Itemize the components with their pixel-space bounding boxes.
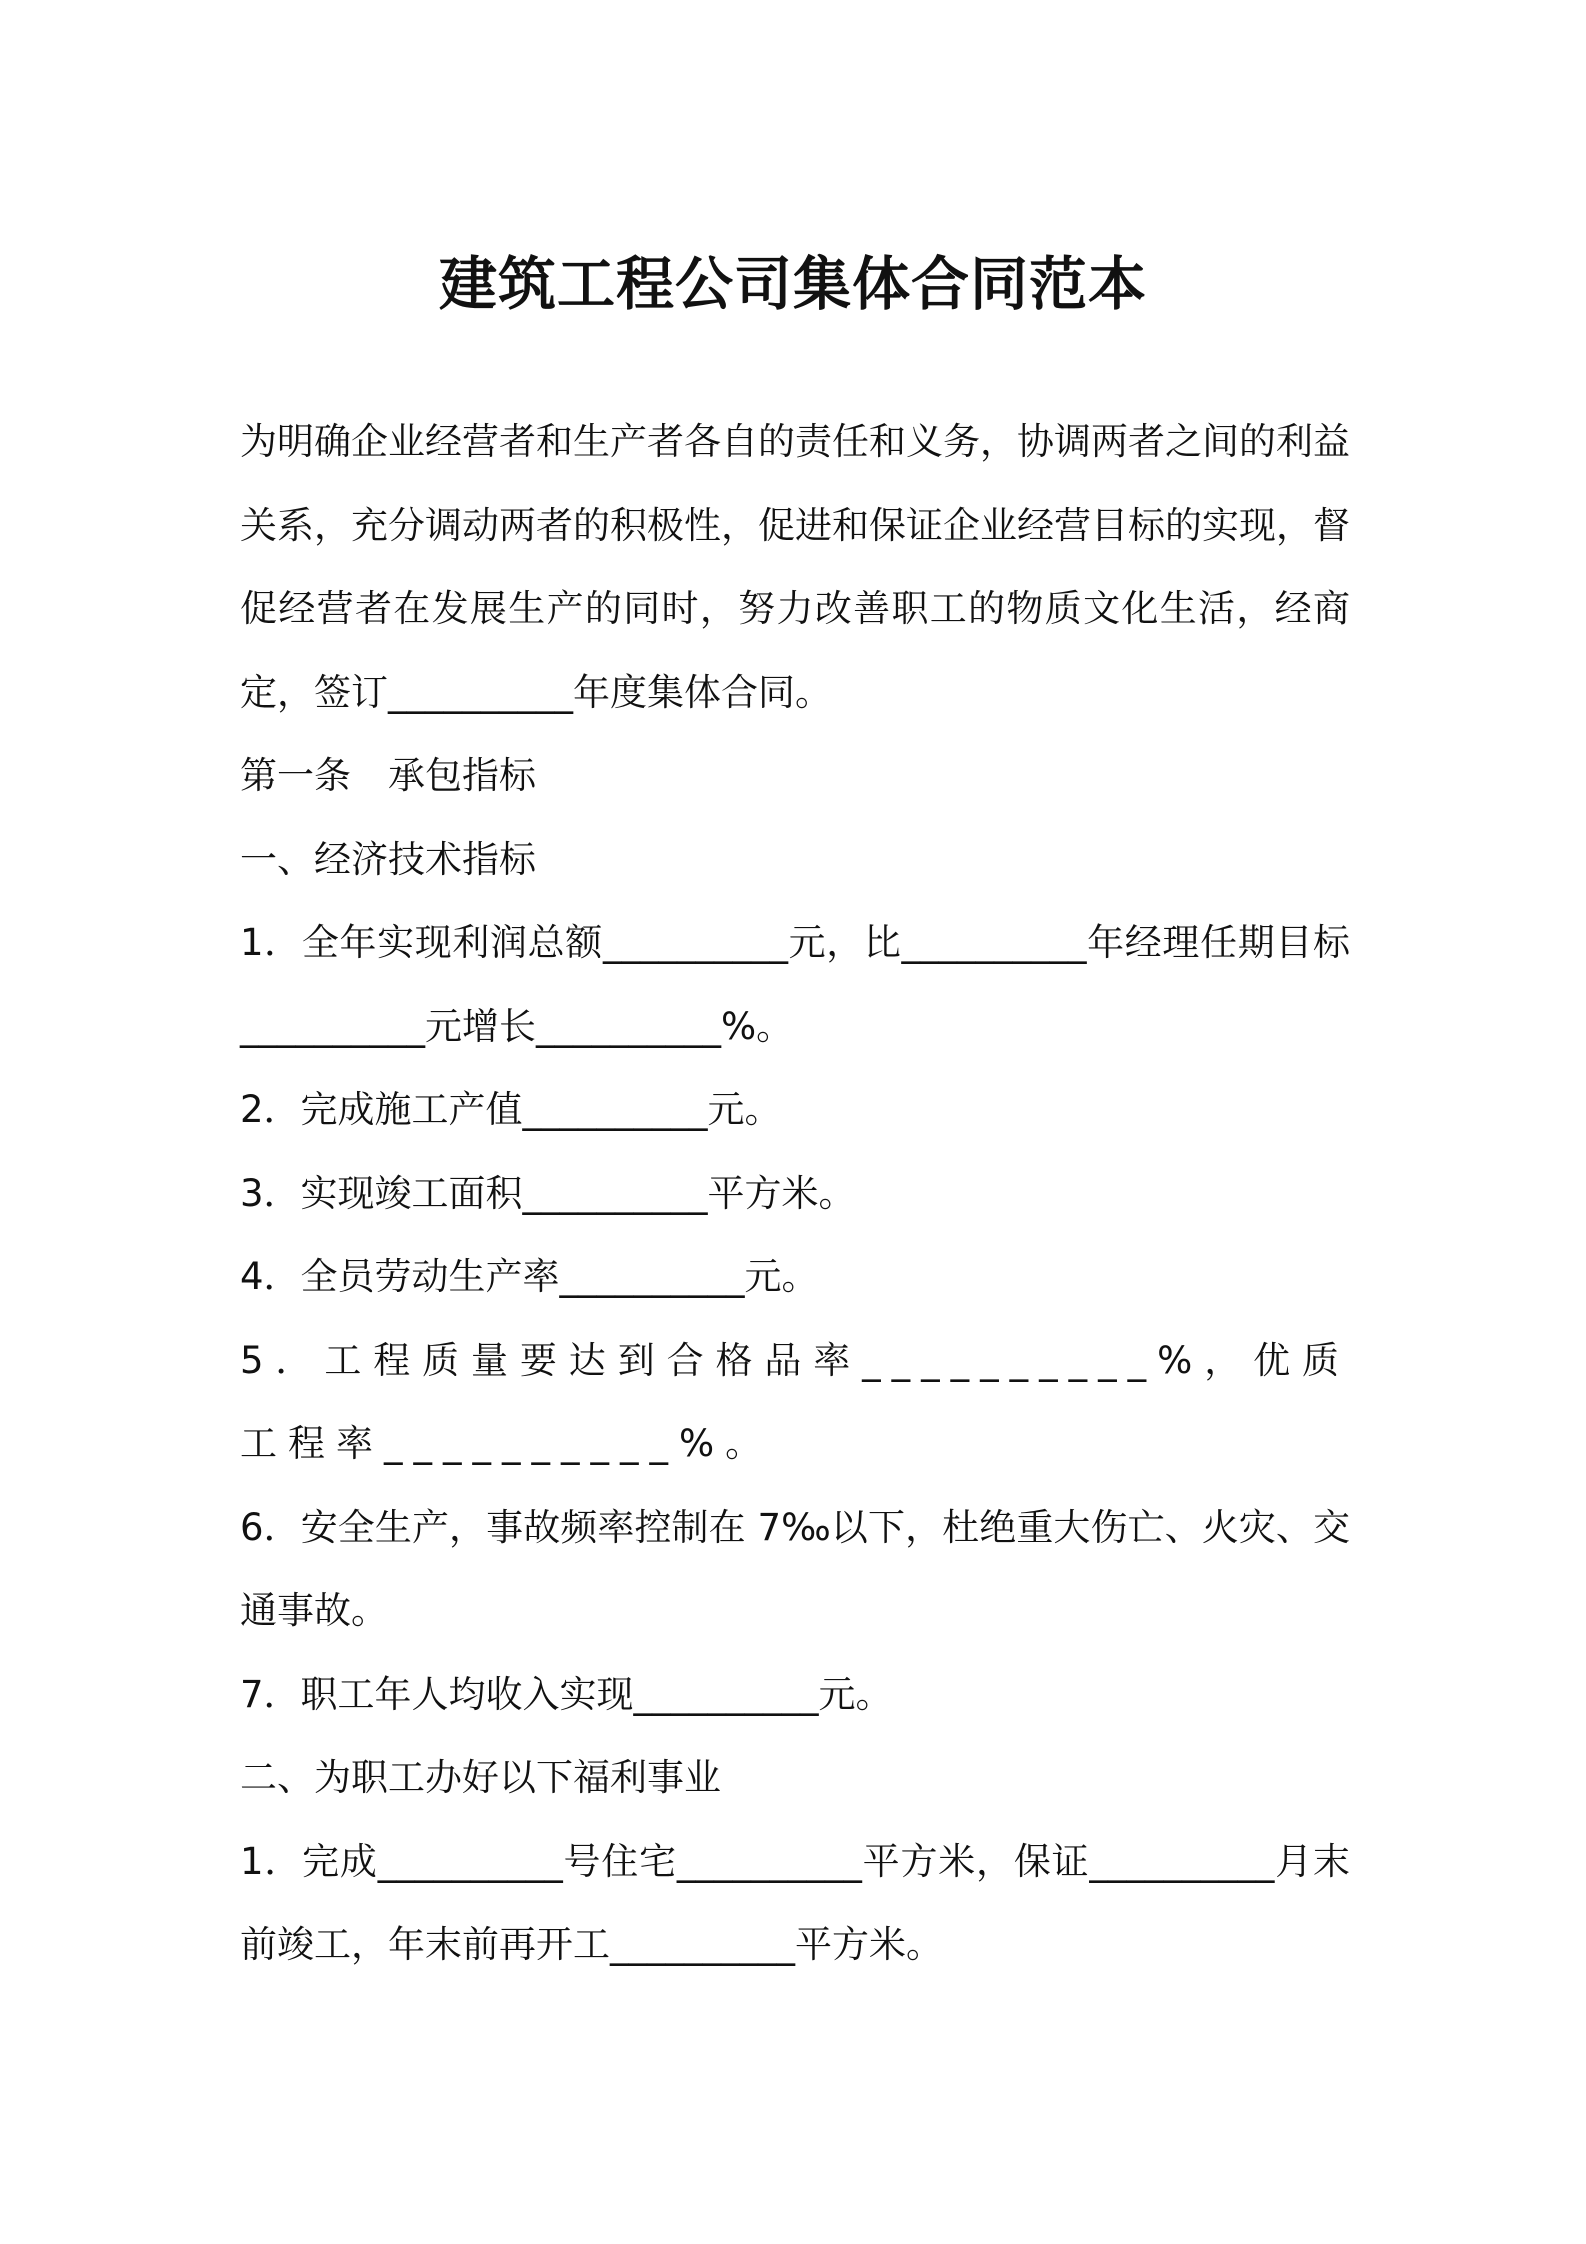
- article-heading: 第一条 承包指标: [240, 754, 536, 797]
- clause-quality-rate: 5．工程质量要达到合格品率__________%，优质工程率__________%。: [240, 1338, 1350, 1465]
- clause-output-value: 2．完成施工产值__________元。: [240, 1088, 782, 1131]
- preamble-paragraph: 为明确企业经营者和生产者各自的责任和义务，协调两者之间的利益关系，充分调动两者的积极性，促进和保证企业经营目标的实现，督促经营者在发展生产的同时，努力改善职工的物质文化生活，经商定，签订__________年度集体合同。: [240, 420, 1350, 714]
- section-heading-economic-indicators: 一、经济技术指标: [240, 837, 536, 881]
- clause-labor-productivity: 4．全员劳动生产率__________元。: [240, 1255, 819, 1298]
- document-title: 建筑工程公司集体合同范本: [438, 249, 1147, 318]
- section-heading-welfare: 二、为职工办好以下福利事业: [240, 1756, 721, 1799]
- clause-income: 7．职工年人均收入实现__________元。: [240, 1672, 893, 1716]
- clause-profit: 1．全年实现利润总额__________元，比__________年经理任期目标__________元增长__________%。: [240, 921, 1350, 1048]
- clause-completed-area: 3．实现竣工面积__________平方米。: [240, 1171, 856, 1215]
- document-body: [240, 400, 1350, 1987]
- clause-safety: 6．安全生产，事故频率控制在 7‰以下，杜绝重大伤亡、火灾、交通事故。: [240, 1505, 1350, 1632]
- clause-housing: 1．完成__________号住宅__________平方米，保证__________月末前竣工，年末前再开工__________平方米。: [240, 1839, 1350, 1966]
